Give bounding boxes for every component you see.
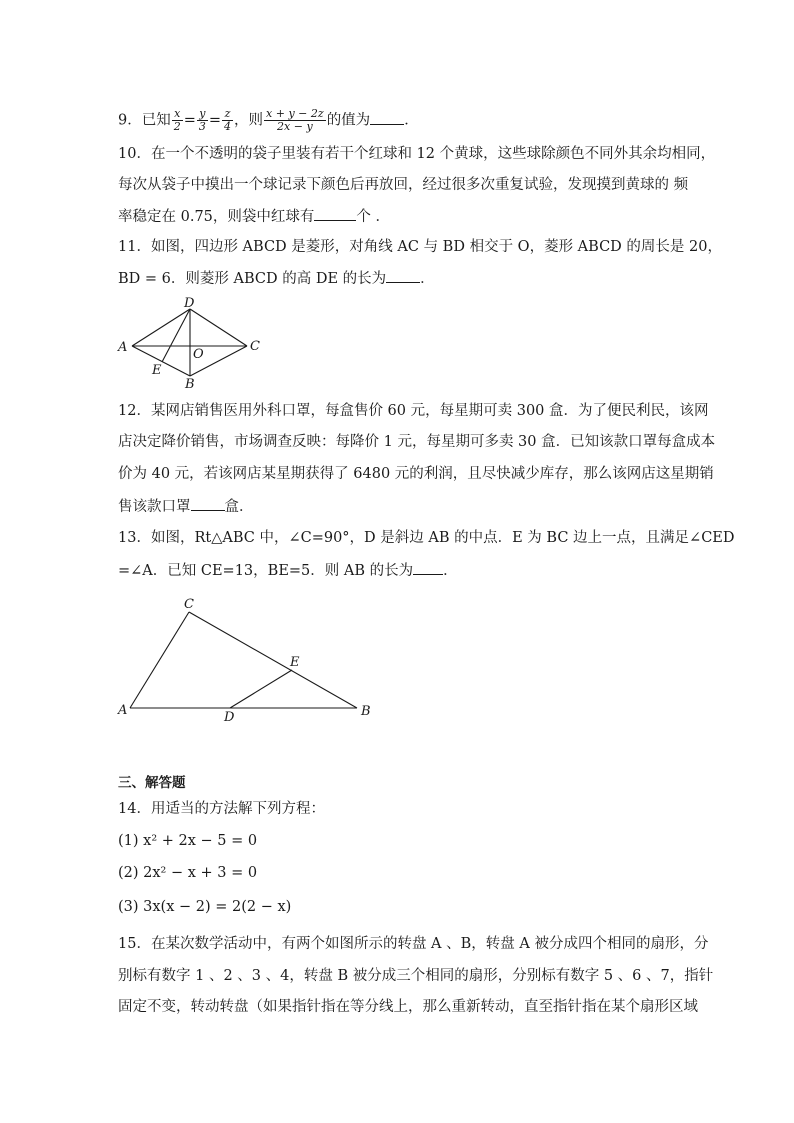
q14-equation-3: (3) 3x(x − 2) = 2(2 − x)	[118, 899, 292, 915]
section-heading: 三、解答题	[118, 775, 186, 791]
height-DE	[162, 309, 190, 362]
rhombus-figure	[112, 296, 272, 392]
answer-blank[interactable]	[386, 268, 420, 283]
segment-DE	[230, 670, 292, 708]
q14-equation-1: (1) x² + 2x − 5 = 0	[118, 833, 258, 849]
answer-blank[interactable]	[314, 206, 356, 221]
label-E: E	[152, 363, 162, 378]
label-D: D	[224, 710, 235, 725]
label-B: B	[361, 704, 371, 719]
q14-title: 14．用适当的方法解下列方程：	[118, 801, 325, 817]
label-O: O	[193, 347, 204, 362]
q12-line-2: 店决定降价销售，市场调查反映：每降价 1 元，每星期可多卖 30 盒．已知该款口罩每盒成本	[118, 434, 716, 450]
q14-equation-2: (2) 2x² − x + 3 = 0	[118, 865, 258, 881]
question-9: 9．已知 $\frac{x}{2}$ = $\frac{y}{3}$ = $\frac{z}{4}$ ，则 $\frac{x + y - 2z}{2x - y}$ 的值为 ．	[118, 107, 419, 133]
answer-blank[interactable]	[370, 110, 404, 125]
side-AC	[130, 612, 189, 708]
q10-line-2: 每次从袋子中摸出一个球记录下颜色后再放回，经过很多次重复试验，发现摸到黄球的 频	[118, 177, 689, 193]
side-AD	[132, 309, 190, 346]
right-triangle-figure	[112, 594, 382, 726]
q13-line-1: 13．如图，Rt△ABC 中，∠C=90°，D 是斜边 AB 的中点．E 为 BC 边上一点，且满足∠CED	[118, 530, 735, 546]
q10-line-3: 率稳定在 0.75，则袋中红球有 个 ．	[118, 206, 390, 227]
q12-line-1: 12．某网店销售医用外科口罩，每盒售价 60 元，每星期可卖 300 盒．为了便民利民，该网	[118, 403, 709, 419]
q11-line-2: BD = 6．则菱形 ABCD 的高 DE 的长为 ．	[118, 268, 435, 289]
q13-line-2: =∠A．已知 CE=13，BE=5．则 AB 的长为 ．	[118, 560, 458, 581]
label-E: E	[290, 655, 300, 670]
side-CB	[189, 612, 357, 708]
side-DC	[190, 309, 247, 346]
fraction-y-over-3: $\frac{y}{3}$	[198, 107, 206, 133]
q15-line-3: 固定不变，转动转盘（如果指针指在等分线上，那么重新转动，直至指针指在某个扇形区域	[118, 999, 698, 1015]
q15-line-2: 别标有数字 1 、2 、3 、4，转盘 B 被分成三个相同的扇形，分别标有数字 5 、6 、7，指针	[118, 968, 714, 984]
q15-line-1: 15．在某次数学活动中，有两个如图所示的转盘 A 、B，转盘 A 被分成四个相同的扇形，分	[118, 936, 709, 952]
label-A: A	[118, 703, 128, 718]
label-C: C	[250, 339, 260, 354]
answer-blank[interactable]	[413, 560, 443, 575]
label-D: D	[184, 296, 195, 311]
q12-line-4: 售该款口罩 盒．	[118, 496, 254, 517]
q11-line-1: 11．如图，四边形 ABCD 是菱形，对角线 AC 与 BD 相交于 O，菱形 ABCD 的周长是 20，	[118, 239, 722, 255]
q9-prefix: 9．已知	[118, 112, 171, 129]
label-C: C	[184, 597, 194, 612]
answer-blank[interactable]	[191, 496, 225, 511]
label-B: B	[185, 377, 195, 392]
q12-line-3: 价为 40 元，若该网店某星期获得了 6480 元的利润，且尽快减少库存，那么该网店这星期销	[118, 466, 714, 482]
q10-line-1: 10．在一个不透明的袋子里装有若干个红球和 12 个黄球，这些球除颜色不同外其余均相同，	[118, 146, 716, 162]
fraction-expression: $\frac{x + y - 2z}{2x - y}$	[266, 107, 324, 133]
fraction-z-over-4: $\frac{z}{4}$	[224, 107, 232, 133]
label-A: A	[118, 340, 128, 355]
fraction-x-over-2: $\frac{x}{2}$	[173, 107, 181, 133]
